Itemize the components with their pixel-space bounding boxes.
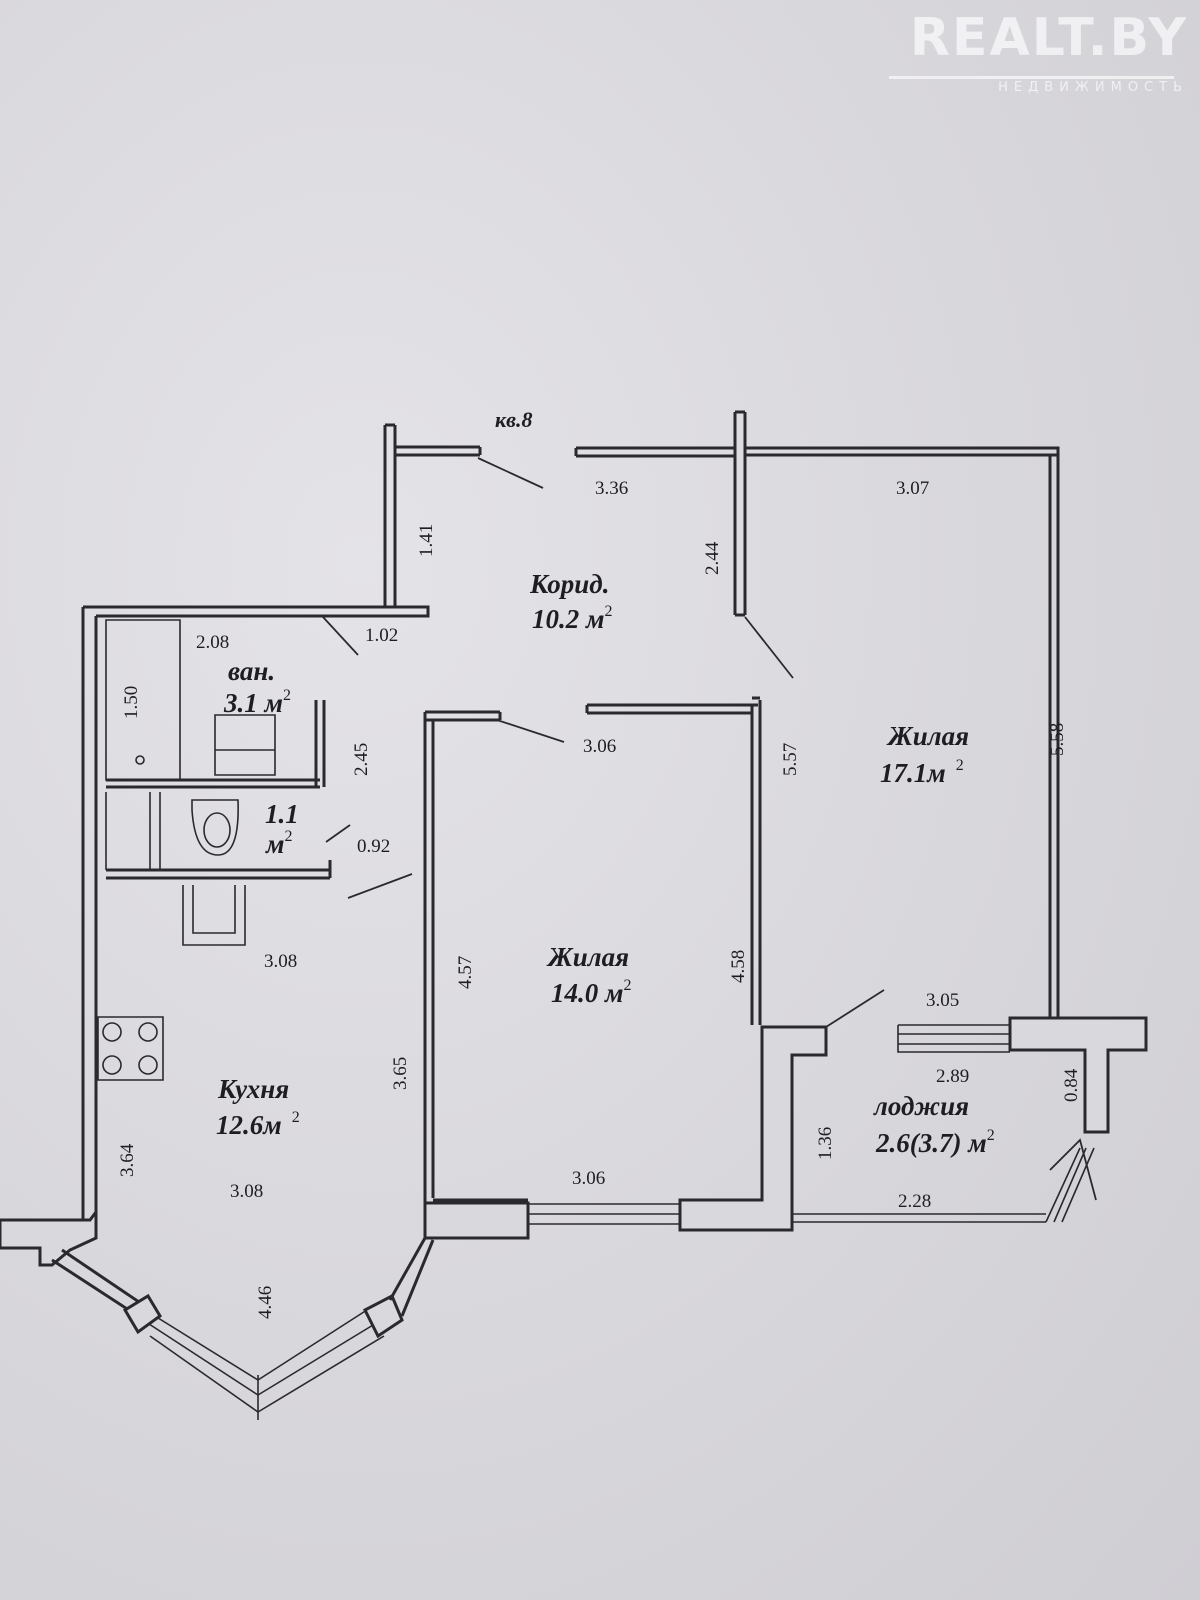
watermark-tagline: НЕДВИЖИМОСТЬ: [998, 80, 1188, 95]
kitchen-name: Кухня: [218, 1074, 290, 1104]
dim-bath-top: 2.08: [196, 632, 230, 653]
dim-kitchen-top: 3.08: [264, 951, 298, 972]
dim-corridor-left: 1.41: [416, 523, 437, 557]
dim-toilet-door: 0.92: [357, 836, 391, 857]
dim-kitchen-bay: 4.46: [255, 1285, 276, 1319]
dim-corridor-partition: 2.44: [702, 541, 723, 575]
dim-small-bottom: 3.06: [572, 1168, 606, 1189]
dim-loggia-bottom: 2.28: [898, 1191, 932, 1212]
dim-corridor-top: 3.36: [595, 478, 629, 499]
dim-large-top: 3.07: [896, 478, 930, 499]
living-large-name: Жилая: [888, 721, 970, 751]
dim-large-right: 5.58: [1047, 722, 1068, 756]
living-small-name: Жилая: [548, 942, 630, 972]
dim-loggia-top: 2.89: [936, 1066, 970, 1087]
dim-small-top: 3.06: [583, 736, 617, 757]
bathroom-area: 3.1 $м^2$: [224, 687, 291, 718]
toilet-area-number: 1.1: [265, 799, 299, 829]
corridor-area: 10.2 $м^2$: [532, 603, 613, 634]
realt-watermark: [888, 8, 1188, 95]
dim-bath-right: 2.45: [351, 742, 372, 776]
living-large-area: 17.1м $^2$: [880, 757, 964, 788]
watermark-underline: [889, 76, 1174, 79]
toilet-area-unit: $м^2$: [266, 828, 293, 859]
dim-loggia-right: 0.84: [1061, 1068, 1082, 1102]
watermark-brand: REALT.BY: [909, 8, 1188, 68]
dim-bath-left: 1.50: [121, 685, 142, 719]
loggia-area: 2.6(3.7) $м^2$: [876, 1127, 995, 1158]
dim-kitchen-mid: 3.08: [230, 1181, 264, 1202]
kitchen-area: 12.6м $^2$: [216, 1109, 300, 1140]
walls: [0, 412, 1146, 1420]
dim-small-left: 4.57: [455, 955, 476, 989]
dim-small-right: 4.58: [728, 949, 749, 983]
dim-loggia-left: 1.36: [815, 1126, 836, 1160]
dim-large-left: 5.57: [780, 742, 801, 776]
dim-corridor-bottom: 1.02: [365, 625, 399, 646]
dim-large-bottom: 3.05: [926, 990, 960, 1011]
living-small-area: 14.0 $м^2$: [551, 977, 632, 1008]
corridor-name: Корид.: [530, 569, 610, 599]
dim-kitchen-left: 3.64: [117, 1143, 138, 1177]
loggia-name: лоджия: [874, 1091, 970, 1121]
dim-kitchen-right: 3.65: [390, 1056, 411, 1090]
bathroom-name: ван.: [228, 656, 276, 686]
apartment-label: кв.8: [495, 407, 533, 432]
